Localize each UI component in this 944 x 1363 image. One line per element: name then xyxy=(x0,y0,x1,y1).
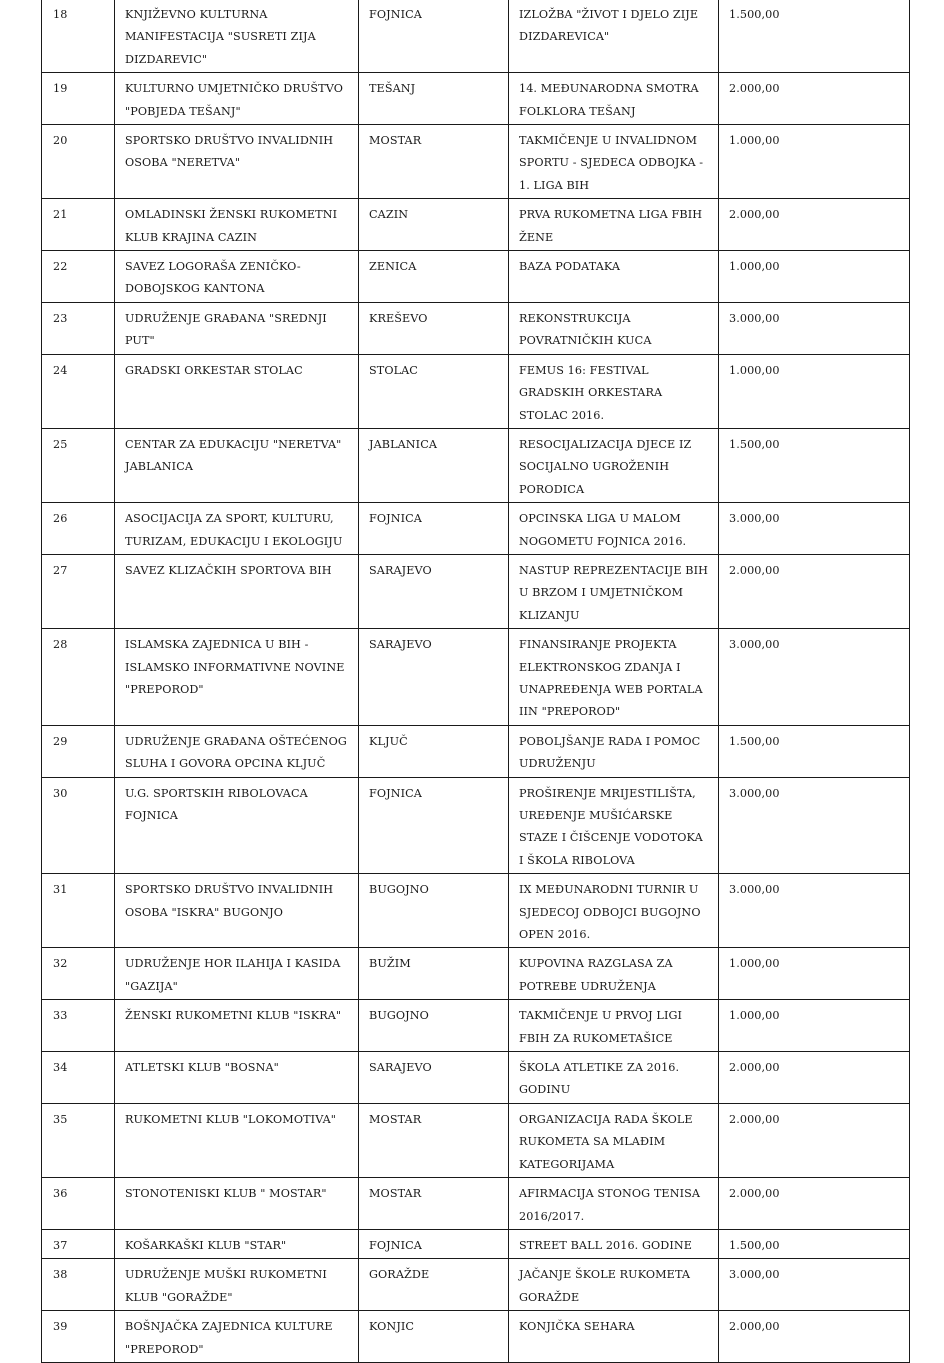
table-row xyxy=(42,354,910,428)
organization-name-cell: OMLADINSKI ŽENSKI RUKOMETNI KLUB KRAJINA CAZIN xyxy=(115,199,359,251)
row-number-cell: 35 xyxy=(42,1103,115,1177)
city-cell: BUŽIM xyxy=(359,948,509,1000)
organization-name-cell: ISLAMSKA ZAJEDNICA U BIH - ISLAMSKO INFORMATIVNE NOVINE "PREPOROD" xyxy=(115,629,359,726)
row-number-cell: 19 xyxy=(42,73,115,125)
city-cell: SARAJEVO xyxy=(359,1052,509,1104)
row-number-cell: 37 xyxy=(42,1229,115,1258)
amount-cell: 3.000,00 xyxy=(719,874,910,948)
table-row xyxy=(42,948,910,1000)
organization-name-cell: KOŠARKAŠKI KLUB "STAR" xyxy=(115,1229,359,1258)
amount-cell: 2.000,00 xyxy=(719,1311,910,1363)
project-name-cell: OPCINSKA LIGA U MALOM NOGOMETU FOJNICA 2016. xyxy=(509,503,719,555)
amount-cell: 2.000,00 xyxy=(719,1178,910,1230)
amount-cell: 1.000,00 xyxy=(719,251,910,303)
organization-name-cell: SPORTSKO DRUŠTVO INVALIDNIH OSOBA "ISKRA" BUGONJO xyxy=(115,874,359,948)
row-number-cell: 29 xyxy=(42,725,115,777)
organization-name-cell: RUKOMETNI KLUB "LOKOMOTIVA" xyxy=(115,1103,359,1177)
table-row xyxy=(42,251,910,303)
city-cell: KREŠEVO xyxy=(359,302,509,354)
project-name-cell: PRVA RUKOMETNA LIGA FBIH ŽENE xyxy=(509,199,719,251)
city-cell: ZENICA xyxy=(359,251,509,303)
amount-cell: 1.500,00 xyxy=(719,1229,910,1258)
row-number-cell: 33 xyxy=(42,1000,115,1052)
table-row xyxy=(42,73,910,125)
city-cell: FOJNICA xyxy=(359,0,509,73)
amount-cell: 3.000,00 xyxy=(719,1259,910,1311)
amount-cell: 1.000,00 xyxy=(719,354,910,428)
table-row xyxy=(42,1052,910,1104)
organization-name-cell: SAVEZ KLIZAČKIH SPORTOVA BIH xyxy=(115,554,359,628)
project-name-cell: TAKMIČENJE U INVALIDNOM SPORTU - SJEDECA ODBOJKA - 1. LIGA BIH xyxy=(509,125,719,199)
organization-name-cell: GRADSKI ORKESTAR STOLAC xyxy=(115,354,359,428)
amount-cell: 3.000,00 xyxy=(719,503,910,555)
amount-cell: 1.000,00 xyxy=(719,1000,910,1052)
table-row xyxy=(42,1178,910,1230)
city-cell: JABLANICA xyxy=(359,428,509,502)
table-row xyxy=(42,1311,910,1363)
table-row xyxy=(42,554,910,628)
row-number-cell: 32 xyxy=(42,948,115,1000)
table-row xyxy=(42,1259,910,1311)
organization-name-cell: UDRUŽENJE HOR ILAHIJA I KASIDA "GAZIJA" xyxy=(115,948,359,1000)
table-row xyxy=(42,777,910,874)
organization-name-cell: KULTURNO UMJETNIČKO DRUŠTVO "POBJEDA TEŠANJ" xyxy=(115,73,359,125)
row-number-cell: 39 xyxy=(42,1311,115,1363)
row-number-cell: 26 xyxy=(42,503,115,555)
table-row xyxy=(42,725,910,777)
organization-name-cell: ŽENSKI RUKOMETNI KLUB "ISKRA" xyxy=(115,1000,359,1052)
table-row xyxy=(42,428,910,502)
amount-cell: 3.000,00 xyxy=(719,302,910,354)
row-number-cell: 34 xyxy=(42,1052,115,1104)
project-name-cell: IX MEĐUNARODNI TURNIR U SJEDECOJ ODBOJCI BUGOJNO OPEN 2016. xyxy=(509,874,719,948)
table-row xyxy=(42,503,910,555)
table-row xyxy=(42,1000,910,1052)
city-cell: MOSTAR xyxy=(359,1178,509,1230)
project-name-cell: KONJIČKA SEHARA xyxy=(509,1311,719,1363)
organization-name-cell: ATLETSKI KLUB "BOSNA" xyxy=(115,1052,359,1104)
project-name-cell: POBOLJŠANJE RADA I POMOC UDRUŽENJU xyxy=(509,725,719,777)
organization-name-cell: SPORTSKO DRUŠTVO INVALIDNIH OSOBA "NERETVA" xyxy=(115,125,359,199)
table-row xyxy=(42,1229,910,1258)
amount-cell: 2.000,00 xyxy=(719,1103,910,1177)
organization-name-cell: SAVEZ LOGORAŠA ZENIČKO-DOBOJSKOG KANTONA xyxy=(115,251,359,303)
organization-name-cell: UDRUŽENJE GRAĐANA "SREDNJI PUT" xyxy=(115,302,359,354)
city-cell: MOSTAR xyxy=(359,125,509,199)
organization-name-cell: STONOTENISKI KLUB " MOSTAR" xyxy=(115,1178,359,1230)
city-cell: BUGOJNO xyxy=(359,1000,509,1052)
row-number-cell: 18 xyxy=(42,0,115,73)
amount-cell: 2.000,00 xyxy=(719,73,910,125)
amount-cell: 2.000,00 xyxy=(719,1052,910,1104)
city-cell: SARAJEVO xyxy=(359,629,509,726)
city-cell: GORAŽDE xyxy=(359,1259,509,1311)
city-cell: SARAJEVO xyxy=(359,554,509,628)
city-cell: FOJNICA xyxy=(359,1229,509,1258)
amount-cell: 2.000,00 xyxy=(719,199,910,251)
row-number-cell: 22 xyxy=(42,251,115,303)
table-row xyxy=(42,125,910,199)
table-row xyxy=(42,302,910,354)
amount-cell: 1.000,00 xyxy=(719,948,910,1000)
city-cell: BUGOJNO xyxy=(359,874,509,948)
row-number-cell: 38 xyxy=(42,1259,115,1311)
row-number-cell: 21 xyxy=(42,199,115,251)
project-name-cell: JAČANJE ŠKOLE RUKOMETA GORAŽDE xyxy=(509,1259,719,1311)
row-number-cell: 27 xyxy=(42,554,115,628)
city-cell: KLJUČ xyxy=(359,725,509,777)
city-cell: FOJNICA xyxy=(359,777,509,874)
project-name-cell: REKONSTRUKCIJA POVRATNIČKIH KUCA xyxy=(509,302,719,354)
row-number-cell: 20 xyxy=(42,125,115,199)
row-number-cell: 28 xyxy=(42,629,115,726)
organization-name-cell: ASOCIJACIJA ZA SPORT, KULTURU, TURIZAM, EDUKACIJU I EKOLOGIJU xyxy=(115,503,359,555)
table-row xyxy=(42,0,910,73)
amount-cell: 1.500,00 xyxy=(719,0,910,73)
amount-cell: 3.000,00 xyxy=(719,777,910,874)
organization-name-cell: KNJIŽEVNO KULTURNA MANIFESTACIJA "SUSRETI ZIJA DIZDAREVIC" xyxy=(115,0,359,73)
project-name-cell: AFIRMACIJA STONOG TENISA 2016/2017. xyxy=(509,1178,719,1230)
row-number-cell: 24 xyxy=(42,354,115,428)
table-row xyxy=(42,199,910,251)
project-name-cell: RESOCIJALIZACIJA DJECE IZ SOCIJALNO UGROŽENIH PORODICA xyxy=(509,428,719,502)
project-name-cell: NASTUP REPREZENTACIJE BIH U BRZOM I UMJETNIČKOM KLIZANJU xyxy=(509,554,719,628)
city-cell: STOLAC xyxy=(359,354,509,428)
project-name-cell: 14. MEĐUNARODNA SMOTRA FOLKLORA TEŠANJ xyxy=(509,73,719,125)
project-name-cell: FINANSIRANJE PROJEKTA ELEKTRONSKOG ZDANJA I UNAPREĐENJA WEB PORTALA IIN "PREPOROD" xyxy=(509,629,719,726)
table-row xyxy=(42,874,910,948)
amount-cell: 1.500,00 xyxy=(719,725,910,777)
amount-cell: 2.000,00 xyxy=(719,554,910,628)
table-row xyxy=(42,1103,910,1177)
organization-name-cell: BOŠNJAČKA ZAJEDNICA KULTURE "PREPOROD" xyxy=(115,1311,359,1363)
row-number-cell: 25 xyxy=(42,428,115,502)
city-cell: TEŠANJ xyxy=(359,73,509,125)
grants-table-body xyxy=(42,0,910,1362)
organization-name-cell: UDRUŽENJE MUŠKI RUKOMETNI KLUB "GORAŽDE" xyxy=(115,1259,359,1311)
city-cell: MOSTAR xyxy=(359,1103,509,1177)
city-cell: FOJNICA xyxy=(359,503,509,555)
city-cell: KONJIC xyxy=(359,1311,509,1363)
project-name-cell: KUPOVINA RAZGLASA ZA POTREBE UDRUŽENJA xyxy=(509,948,719,1000)
row-number-cell: 36 xyxy=(42,1178,115,1230)
organization-name-cell: UDRUŽENJE GRAĐANA OŠTEĆENOG SLUHA I GOVORA OPCINA KLJUČ xyxy=(115,725,359,777)
project-name-cell: FEMUS 16: FESTIVAL GRADSKIH ORKESTARA STOLAC 2016. xyxy=(509,354,719,428)
grants-table xyxy=(41,0,910,1363)
table-row xyxy=(42,629,910,726)
project-name-cell: PROŠIRENJE MRIJESTILIŠTA, UREĐENJE MUŠIĆARSKE STAZE I ČIŠCENJE VODOTOKA I ŠKOLA RIBOLOVA xyxy=(509,777,719,874)
project-name-cell: ŠKOLA ATLETIKE ZA 2016. GODINU xyxy=(509,1052,719,1104)
row-number-cell: 23 xyxy=(42,302,115,354)
row-number-cell: 30 xyxy=(42,777,115,874)
amount-cell: 1.500,00 xyxy=(719,428,910,502)
project-name-cell: ORGANIZACIJA RADA ŠKOLE RUKOMETA SA MLAĐIM KATEGORIJAMA xyxy=(509,1103,719,1177)
project-name-cell: BAZA PODATAKA xyxy=(509,251,719,303)
amount-cell: 1.000,00 xyxy=(719,125,910,199)
organization-name-cell: U.G. SPORTSKIH RIBOLOVACA FOJNICA xyxy=(115,777,359,874)
organization-name-cell: CENTAR ZA EDUKACIJU "NERETVA" JABLANICA xyxy=(115,428,359,502)
project-name-cell: STREET BALL 2016. GODINE xyxy=(509,1229,719,1258)
project-name-cell: IZLOŽBA "ŽIVOT I DJELO ZIJE DIZDAREVICA" xyxy=(509,0,719,73)
city-cell: CAZIN xyxy=(359,199,509,251)
row-number-cell: 31 xyxy=(42,874,115,948)
amount-cell: 3.000,00 xyxy=(719,629,910,726)
project-name-cell: TAKMIČENJE U PRVOJ LIGI FBIH ZA RUKOMETAŠICE xyxy=(509,1000,719,1052)
